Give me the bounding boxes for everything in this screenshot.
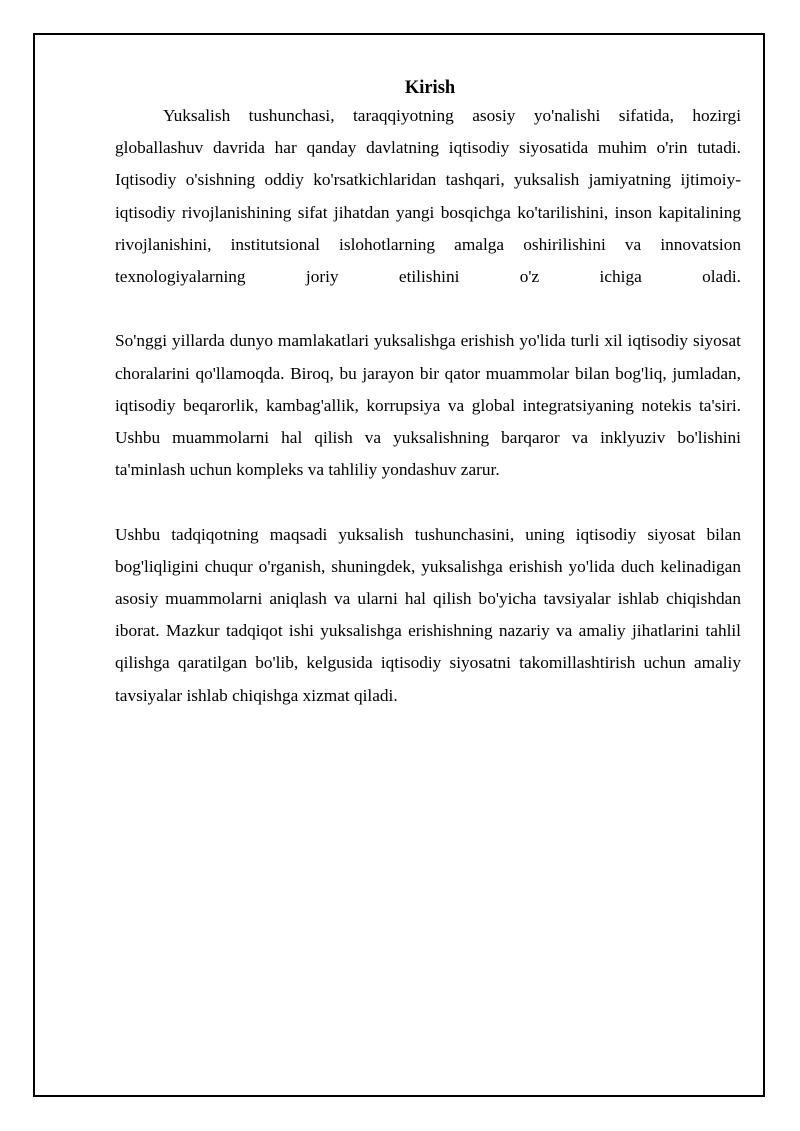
document-body [115, 76, 741, 712]
paragraph-gap [115, 293, 741, 325]
paragraph-3: Ushbu tadqiqotning maqsadi yuksalish tushunchasini, uning iqtisodiy siyosat bilan bog'liqligini chuqur o'rganish, shuningdek, yuksalishga erishish yo'lida duch kelinadigan asosiy muammolarni aniqlash va ularni hal qilish bo'yicha tavsiyalar ishlab chiqishdan iborat. Mazkur tadqiqot ishi yuksalishga erishishning nazariy va amaliy jihatlarini tahlil qilishga qaratilgan bo'lib, kelgusida iqtisodiy siyosatni takomillashtirish uchun amaliy tavsiyalar ishlab chiqishga xizmat qiladi. [115, 524, 741, 705]
section-title: Kirish [404, 78, 456, 98]
paragraph-2: So'nggi yillarda dunyo mamlakatlari yuksalishga erishish yo'lida turli xil iqtisodiy siyosat choralarini qo'llamoqda. Biroq, bu jarayon bir qator muammolar bilan bog'liq, jumladan, iqtisodiy beqarorlik, kambag'allik, korrupsiya va global integratsiyaning notekis ta'siri. Ushbu muammolarni hal qilish va yuksalishning barqaror va inklyuziv bo'lishini ta'minlash uchun kompleks va tahliliy yondashuv zarur. [115, 331, 741, 480]
paragraph-1: Yuksalish tushunchasi, taraqqiyotning asosiy yo'nalishi sifatida, hozirgi globallashuv davrida har qanday davlatning iqtisodiy siyosatida muhim o'rin tutadi. Iqtisodiy o'sishning oddiy ko'rsatkichlaridan tashqari, yuksalish jamiyatning ijtimoiy-iqtisodiy rivojlanishining sifat jihatdan yangi bosqichga ko'tarilishini, inson kapitalining rivojlanishini, institutsional islohotlarning amalga oshirilishini va innovatsion texnologiyalarning joriy etilishini o'z ichiga oladi. [115, 106, 741, 287]
paragraph-gap [115, 486, 741, 518]
